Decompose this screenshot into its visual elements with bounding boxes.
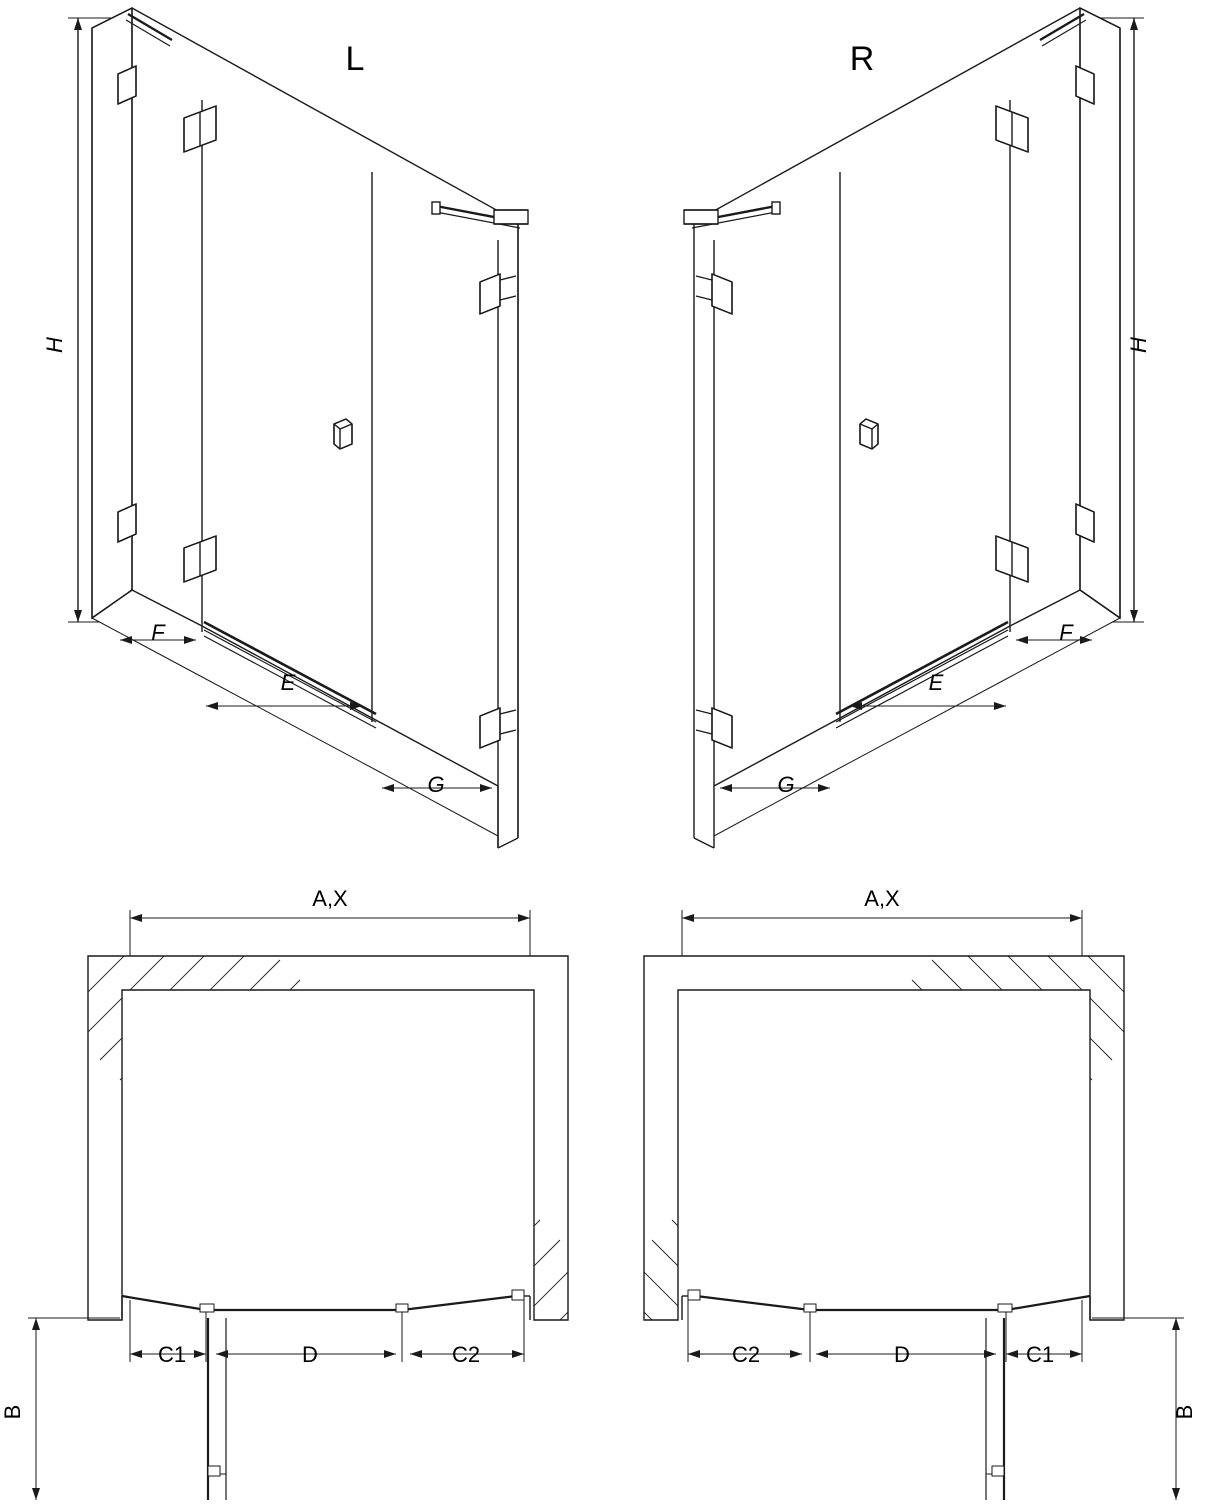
dimension-label-C1-right: C1 [1025,1342,1055,1367]
dimension-label-G-left: G [427,772,445,797]
variant-title-left: L [345,40,365,78]
dimension-label-F-left: F [151,620,165,645]
dimension-label-H-right: H [1126,337,1151,353]
dimension-label-B-left: B [0,1404,25,1420]
dimension-label-H-left: H [42,337,67,353]
variant-title-right: R [849,40,875,78]
dimension-label-E-right: E [928,670,944,695]
dimension-label-E-left: E [280,670,296,695]
dimension-label-B-right: B [1172,1404,1197,1420]
door-handle-right [860,419,878,449]
dimension-label-C2-right: C2 [731,1342,761,1367]
dimension-label-C1-left: C1 [157,1342,187,1367]
dimension-label-F-right: F [1059,620,1073,645]
dimension-label-C2-left: C2 [451,1342,481,1367]
dimension-label-G-right: G [777,772,795,797]
dimension-label-AX-right: A,X [864,886,900,911]
door-handle-left [334,419,352,449]
dimension-label-D-left: D [302,1342,318,1367]
dimension-label-D-right: D [894,1342,910,1367]
dimension-label-AX-left: A,X [312,886,348,911]
